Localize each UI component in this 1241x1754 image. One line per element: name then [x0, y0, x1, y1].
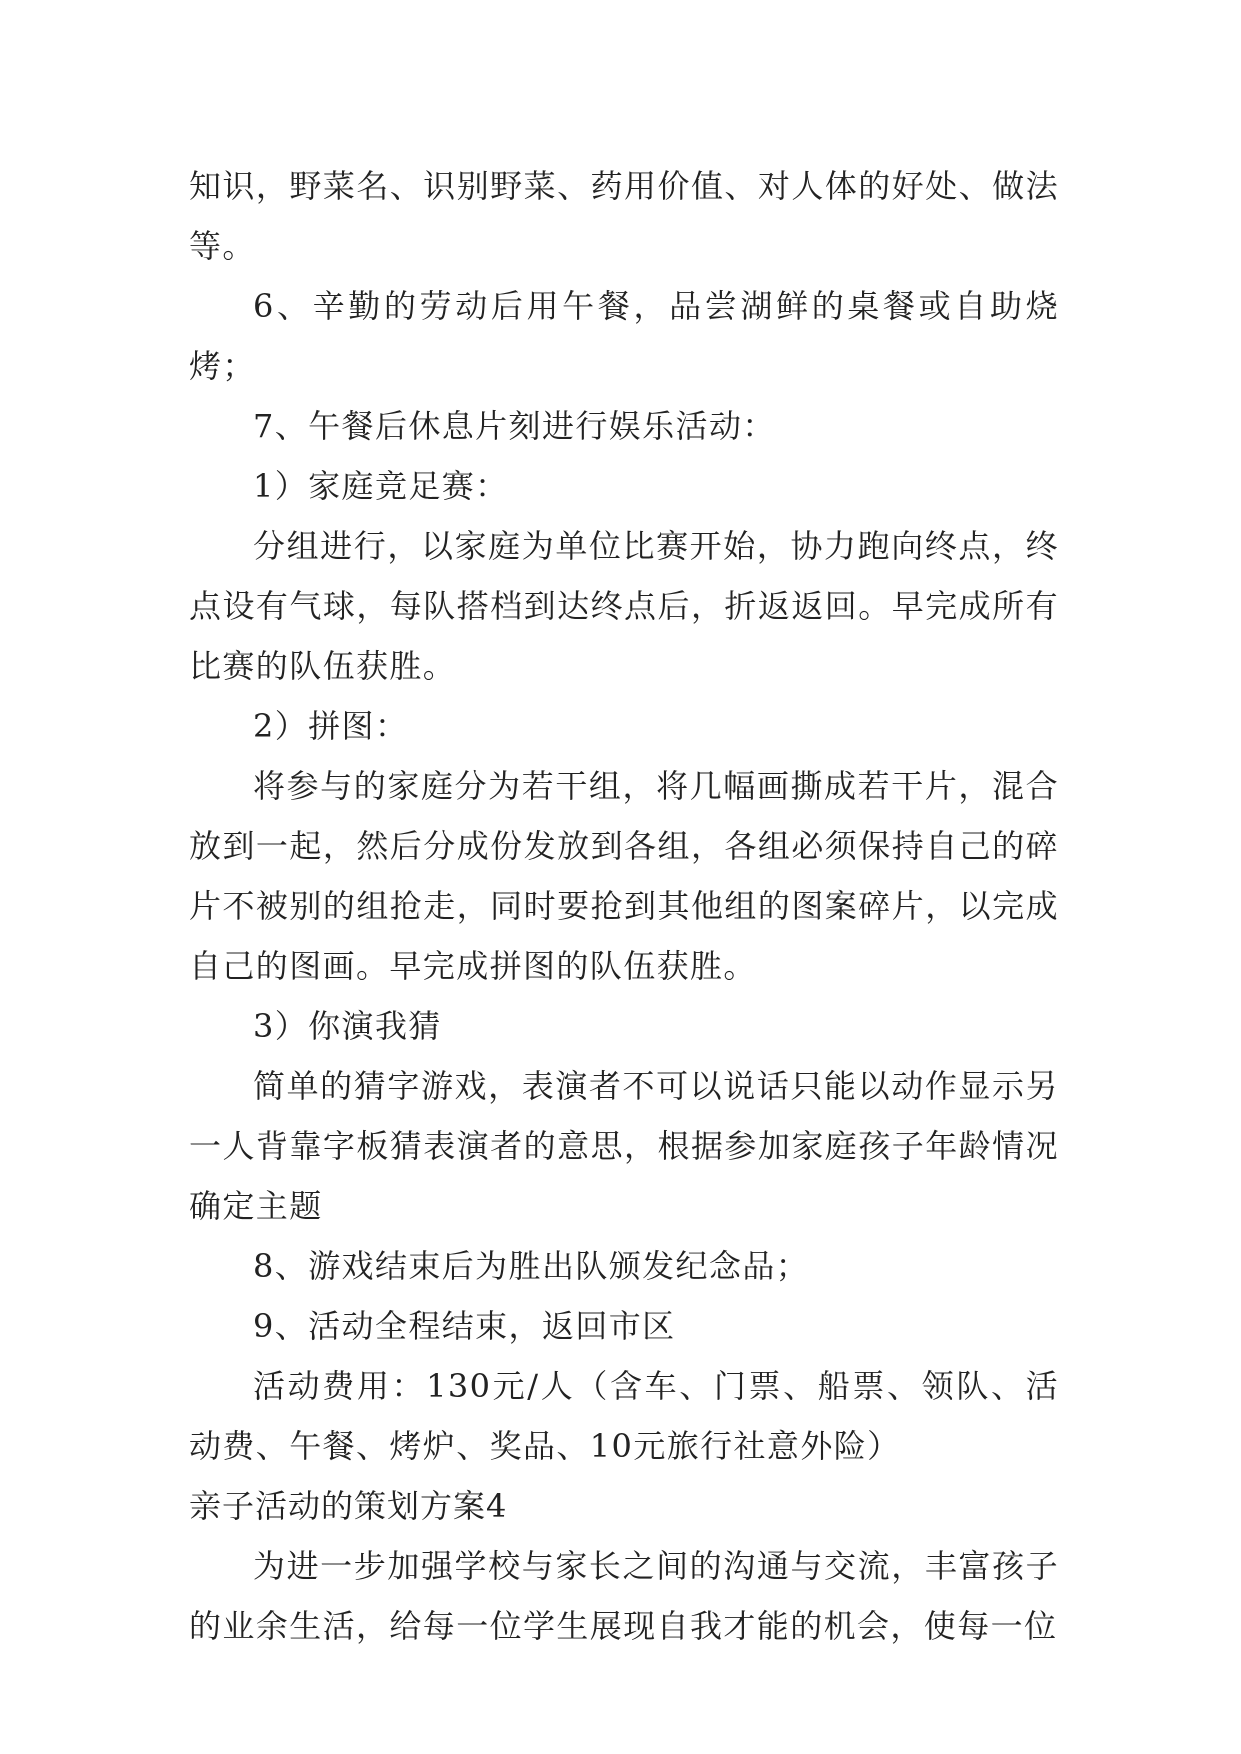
paragraph-step-7: 7、午餐后休息片刻进行娱乐活动： — [253, 407, 776, 445]
paragraph-game-3-desc: 简单的猜字游戏，表演者不可以说话只能以动作显示另一人背靠字板猜表演者的意思，根据参加家庭孩子年龄情况确定主题 — [189, 1067, 1059, 1225]
paragraph-cost: 活动费用：130元/人（含车、门票、船票、领队、活动费、午餐、烤炉、奖品、10元旅行社意外险） — [189, 1367, 1059, 1465]
paragraph-game-1-desc: 分组进行，以家庭为单位比赛开始，协力跑向终点，终点设有气球，每队搭档到达终点后，折返返回。早完成所有比赛的队伍获胜。 — [189, 527, 1059, 685]
document-body — [189, 156, 1059, 1656]
paragraph-game-2-desc: 将参与的家庭分为若干组，将几幅画撕成若干片，混合放到一起，然后分成份发放到各组，各组必须保持自己的碎片不被别的组抢走，同时要抢到其他组的图案碎片，以完成自己的图画。早完成拼图的队伍获胜。 — [189, 767, 1059, 985]
paragraph-game-3-title: 3）你演我猜 — [253, 1007, 442, 1045]
paragraph-intro: 为进一步加强学校与家长之间的沟通与交流，丰富孩子的业余生活，给每一位学生展现自我才能的机会，使每一位 — [189, 1547, 1059, 1645]
paragraph-step-8: 8、游戏结束后为胜出队颁发纪念品； — [253, 1247, 810, 1285]
paragraph-step-6: 6、辛勤的劳动后用午餐，品尝湖鲜的桌餐或自助烧烤； — [189, 287, 1059, 385]
section-heading: 亲子活动的策划方案4 — [189, 1487, 508, 1525]
paragraph-game-1-title: 1）家庭竞足赛： — [253, 467, 509, 505]
paragraph-continuation: 知识，野菜名、识别野菜、药用价值、对人体的好处、做法等。 — [189, 167, 1059, 265]
paragraph-game-2-title: 2）拼图： — [253, 707, 409, 745]
paragraph-step-9: 9、活动全程结束，返回市区 — [253, 1307, 676, 1345]
